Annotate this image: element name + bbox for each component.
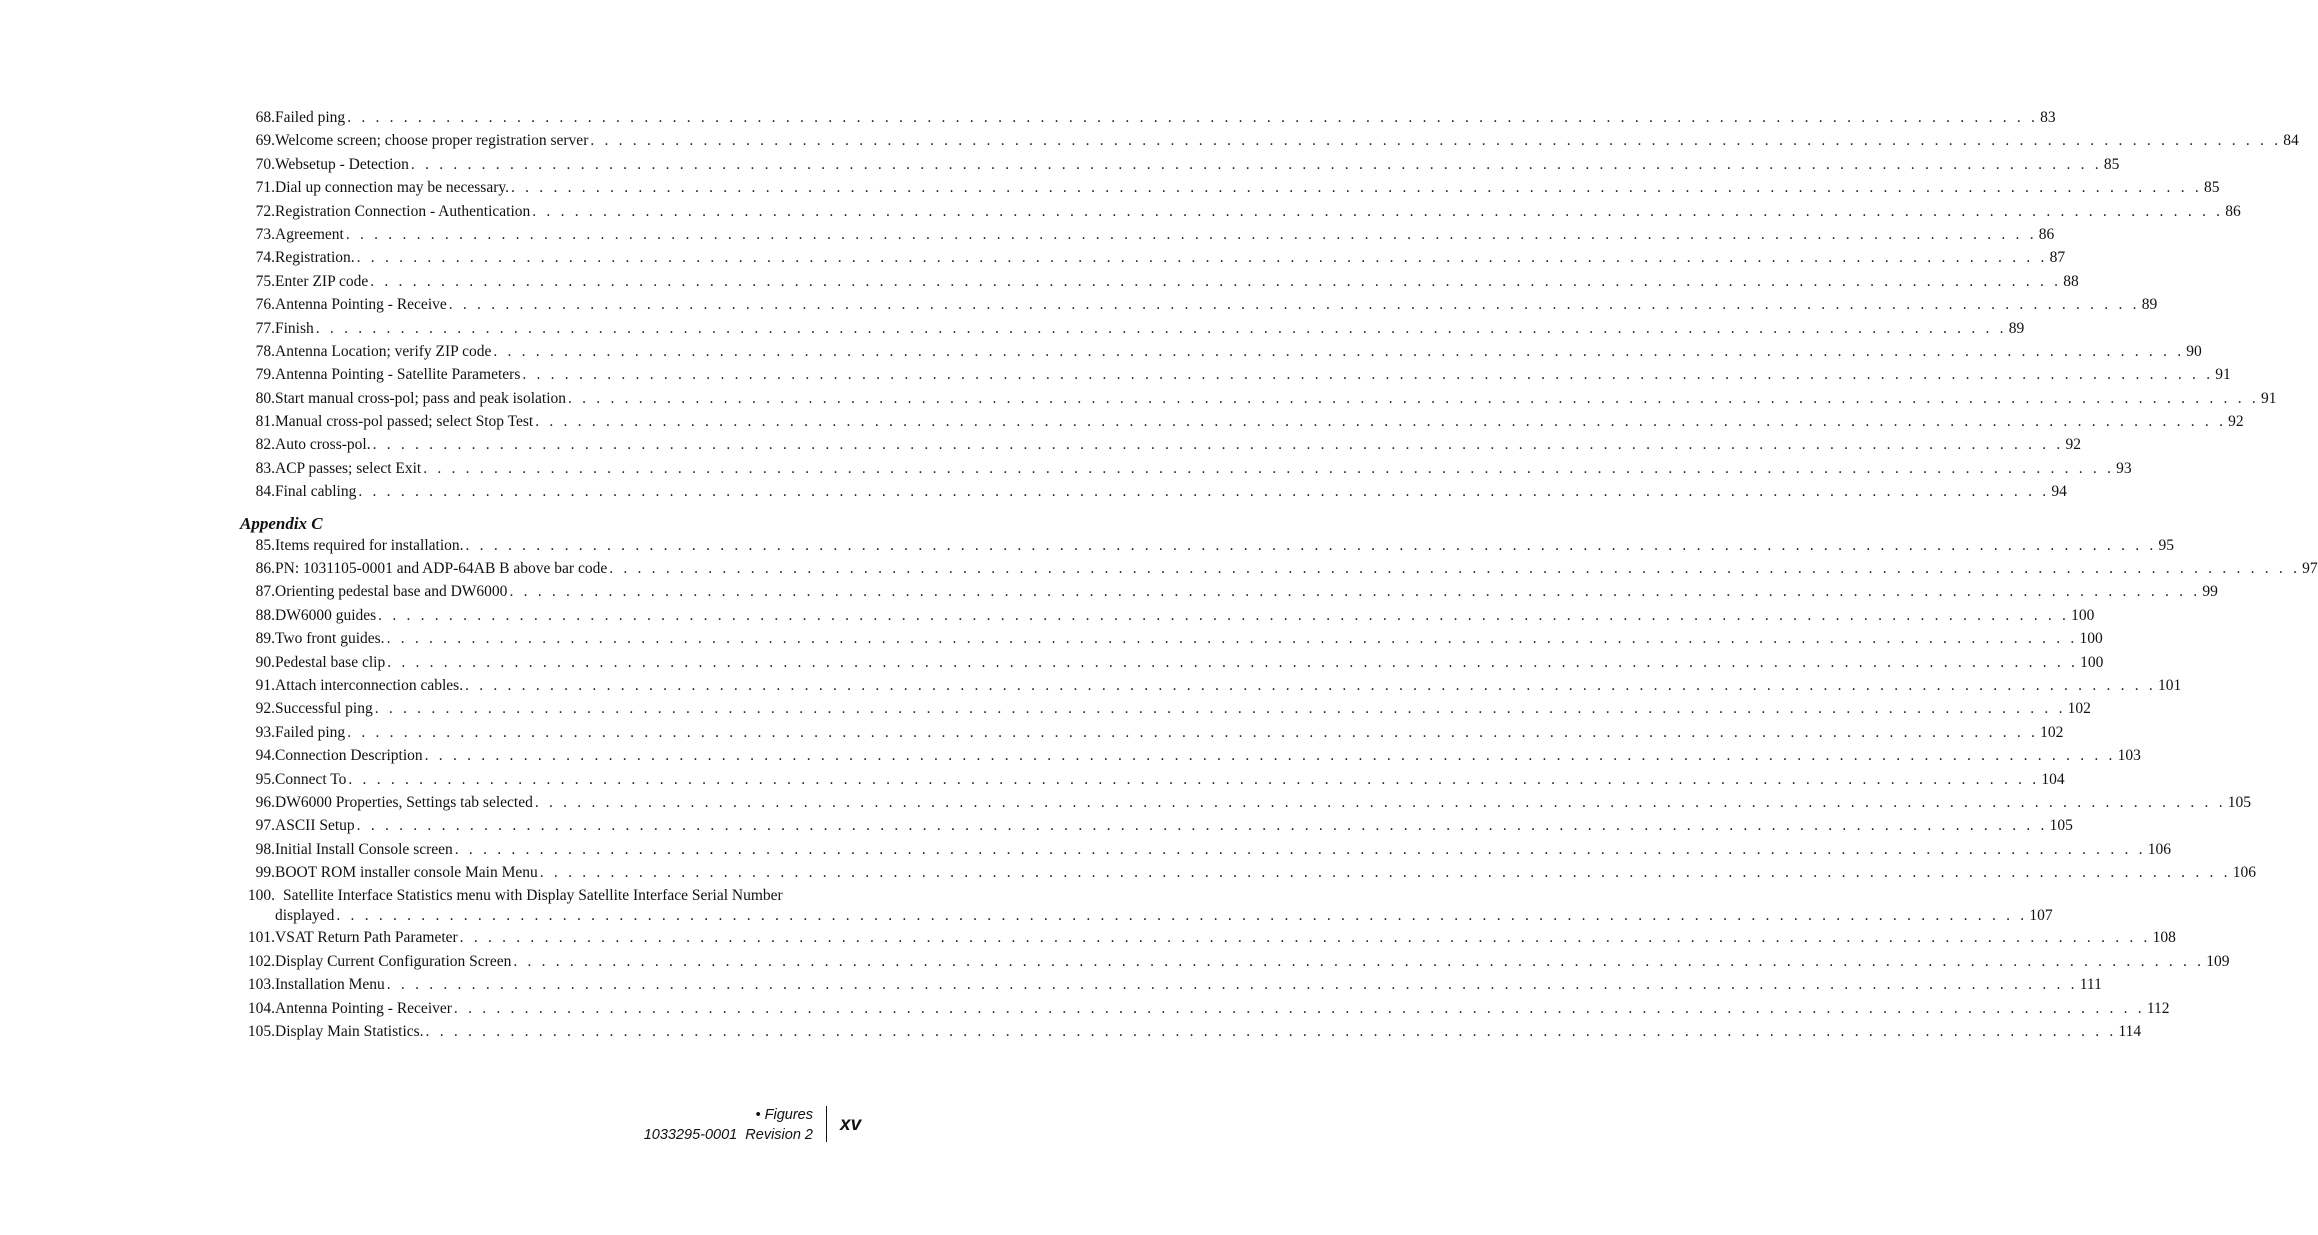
entry-page: 92	[2228, 413, 2244, 431]
entry-number: 74.	[255, 249, 275, 267]
entry-page: 91	[2260, 389, 2277, 407]
leader-dots: . . . . . . . . . . . . . . . . . . . . . . . . . . . . . . . . . . . . . . . . . . . . . . . . . . . . . . . . . . . . . . . . . . . . . . . . . . . . . . . . . . . . . . . . . . . . . . . . . . . . . . . . . . . . . . . . . . . . . . . .	[609, 560, 2301, 578]
entry-number: 101.	[247, 929, 275, 947]
entry-page: 102	[2040, 723, 2064, 741]
leader-dots: . . . . . . . . . . . . . . . . . . . . . . . . . . . . . . . . . . . . . . . . . . . . . . . . . . . . . . . . . . . . . . . . . . . . . . . . . . . . . . . . . . . . . . . . . . . . . . . . . . . . . . . . . . . . . . . . . . . . . . . .	[378, 606, 2070, 624]
toc-entry[interactable]	[240, 270, 2079, 293]
figures-group-b	[240, 534, 2318, 885]
entry-title: Installation Menu	[275, 976, 385, 994]
entry-page: 106	[2232, 864, 2256, 882]
entry-title: VSAT Return Path Parameter	[275, 929, 458, 947]
entry-page: 86	[2038, 225, 2055, 243]
toc-entry[interactable]	[240, 1020, 2142, 1043]
toc-entry[interactable]	[240, 480, 2067, 503]
entry-page: 86	[2225, 202, 2241, 220]
entry-title-line2: displayed	[275, 907, 335, 924]
leader-dots: . . . . . . . . . . . . . . . . . . . . . . . . . . . . . . . . . . . . . . . . . . . . . . . . . . . . . . . . . . . . . . . . . . . . . . . . . . . . . . . . . . . . . . . . . . . . . . . . . . . . . . . . . . . . . . . . . . . . . . . .	[347, 723, 2039, 741]
entry-title: Auto cross-pol.	[275, 436, 371, 454]
entry-page: 103	[2117, 747, 2141, 765]
leader-dots: . . . . . . . . . . . . . . . . . . . . . . . . . . . . . . . . . . . . . . . . . . . . . . . . . . . . . . . . . . . . . . . . . . . . . . . . . . . . . . . . . . . . . . . . . . . . . . . . . . . . . . . . . . . . . . . . . . . . . . . .	[356, 249, 2048, 267]
leader-dots: . . . . . . . . . . . . . . . . . . . . . . . . . . . . . . . . . . . . . . . . . . . . . . . . . . . . . . . . . . . . . . . . . . . . . . . . . . . . . . . . . . . . . . . . . . . . . . . . . . . . . . . . . . . . . . . . . . . . . . . .	[425, 1023, 2117, 1041]
leader-dots: . . . . . . . . . . . . . . . . . . . . . . . . . . . . . . . . . . . . . . . . . . . . . . . . . . . . . . . . . . . . . . . . . . . . . . . . . . . . . . . . . . . . . . . . . . . . . . . . . . . . . . . . . . . . . . . . . . . . . . . .	[386, 976, 2078, 994]
leader-dots: . . . . . . . . . . . . . . . . . . . . . . . . . . . . . . . . . . . . . . . . . . . . . . . . . . . . . . . . . . . . . . . . . . . . . . . . . . . . . . . . . . . . . . . . . . . . . . . . . . . . . . . . . . . . . . . . . . . . . . . .	[410, 155, 2102, 173]
leader-dots: . . . . . . . . . . . . . . . . . . . . . . . . . . . . . . . . . . . . . . . . . . . . . . . . . . . . . . . . . . . . . . . . . . . . . . . . . . . . . . . . . . . . . . . . . . . . . . . . . . . . . . . . . . . . . . . . . . . . . . . .	[347, 108, 2039, 126]
leader-dots: . . . . . . . . . . . . . . . . . . . . . . . . . . . . . . . . . . . . . . . . . . . . . . . . . . . . . . . . . . . . . . . . . . . . . . . . . . . . . . . . . . . . . . . . . . . . . . . . . . . . . . . . . . . . . . . . . . . . . . . .	[386, 630, 2078, 648]
entry-title-line1: Satellite Interface Statistics menu with Display Satellite Interface Serial Number	[283, 886, 783, 904]
entry-title: Failed ping	[275, 723, 346, 741]
entry-page: 114	[2118, 1023, 2142, 1041]
toc-entry[interactable]	[240, 317, 2025, 340]
entry-number: 93.	[255, 723, 275, 741]
entry-title: Pedestal base clip	[275, 653, 386, 671]
entry-page: 101	[2158, 676, 2182, 694]
entry-page: 111	[2079, 976, 2102, 994]
leader-dots: . . . . . . . . . . . . . . . . . . . . . . . . . . . . . . . . . . . . . . . . . . . . . . . . . . . . . . . . . . . . . . . . . . . . . . . . . . . . . . . . . . . . . . . . . . . . . . . . . . . . . . . . . . . . . . . . . . . . . . . .	[345, 225, 2037, 243]
entry-title: Antenna Location; verify ZIP code	[275, 342, 492, 360]
entry-page: 102	[2067, 700, 2091, 718]
leader-dots: . . . . . . . . . . . . . . . . . . . . . . . . . . . . . . . . . . . . . . . . . . . . . . . . . . . . . . . . . . . . . . . . . . . . . . . . . . . . . . . . . . . . . . . . . . . . . . . . . . . . . . . . . . . . . . . . . . . . . . . .	[568, 389, 2259, 407]
leader-dots: . . . . . . . . . . . . . . . . . . . . . . . . . . . . . . . . . . . . . . . . . . . . . . . . . . . . . . . . . . . . . . . . . . . . . . . . . . . . . . . . . . . . . . . . . . . . . . . . . . . . . . . . . . . . . . . . . . . . . . . .	[459, 929, 2151, 947]
entry-title: Registration Connection - Authentication	[275, 202, 531, 220]
leader-dots: . . . . . . . . . . . . . . . . . . . . . . . . . . . . . . . . . . . . . . . . . . . . . . . . . . . . . . . . . . . . . . . . . . . . . . . . . . . . . . . . . . . . . . . . . . . . . . . . . . . . . . . . . . . . . . . . . . . . . . . .	[454, 840, 2146, 858]
entry-number: 73.	[255, 225, 275, 243]
entry-title: Agreement	[275, 225, 344, 243]
footer-section: • Figures	[755, 1107, 813, 1123]
entry-title: Finish	[275, 319, 314, 337]
toc-entry[interactable]	[240, 363, 2231, 386]
entry-title: Manual cross-pol passed; select Stop Test	[275, 413, 534, 431]
leader-dots: . . . . . . . . . . . . . . . . . . . . . . . . . . . . . . . . . . . . . . . . . . . . . . . . . . . . . . . . . . . . . . . . . . . . . . . . . . . . . . . . . . . . . . . . . . . . . . . . . . . . . . . . . . . . . . . . . . . . . . . .	[372, 436, 2064, 454]
entry-number: 80.	[255, 389, 275, 407]
entry-number: 94.	[255, 747, 275, 765]
entry-title: Antenna Pointing - Satellite Parameters	[275, 366, 521, 384]
entry-number: 90.	[255, 653, 275, 671]
entry-title: Attach interconnection cables.	[275, 676, 464, 694]
figures-list	[240, 106, 2318, 1043]
entry-title: Enter ZIP code	[275, 272, 369, 290]
entry-title: Start manual cross-pol; pass and peak isolation	[275, 389, 566, 407]
entry-title: Registration.	[275, 249, 355, 267]
leader-dots: . . . . . . . . . . . . . . . . . . . . . . . . . . . . . . . . . . . . . . . . . . . . . . . . . . . . . . . . . . . . . . . . . . . . . . . . . . . . . . . . . . . . . . . . . . . . . . . . . . . . . . . . . . . . . . . . . . . . . . . .	[336, 907, 2028, 924]
entry-page: 108	[2152, 929, 2176, 947]
entry-title: Final cabling	[275, 483, 357, 501]
entry-number: 78.	[255, 342, 275, 360]
entry-number: 91.	[255, 676, 275, 694]
entry-number: 98.	[255, 840, 275, 858]
entry-title: Orienting pedestal base and DW6000	[275, 583, 508, 601]
entry-page: 89	[2008, 319, 2025, 337]
leader-dots: . . . . . . . . . . . . . . . . . . . . . . . . . . . . . . . . . . . . . . . . . . . . . . . . . . . . . . . . . . . . . . . . . . . . . . . . . . . . . . . . . . . . . . . . . . . . . . . . . . . . . . . . . . . . . . . . . . . . . . . .	[448, 296, 2140, 314]
leader-dots: . . . . . . . . . . . . . . . . . . . . . . . . . . . . . . . . . . . . . . . . . . . . . . . . . . . . . . . . . . . . . . . . . . . . . . . . . . . . . . . . . . . . . . . . . . . . . . . . . . . . . . . . . . . . . . . . . . . . . . . .	[424, 747, 2116, 765]
entry-number: 87.	[255, 583, 275, 601]
leader-dots: . . . . . . . . . . . . . . . . . . . . . . . . . . . . . . . . . . . . . . . . . . . . . . . . . . . . . . . . . . . . . . . . . . . . . . . . . . . . . . . . . . . . . . . . . . . . . . . . . . . . . . . . . . . . . . . . . . . . . . . .	[493, 342, 2185, 360]
entry-page: 104	[2041, 770, 2065, 788]
figures-group-c	[240, 927, 2230, 1044]
leader-dots: . . . . . . . . . . . . . . . . . . . . . . . . . . . . . . . . . . . . . . . . . . . . . . . . . . . . . . . . . . . . . . . . . . . . . . . . . . . . . . . . . . . . . . . . . . . . . . . . . . . . . . . . . . . . . . . . . . . . . . . .	[511, 179, 2202, 197]
entry-title: DW6000 Properties, Settings tab selected	[275, 793, 533, 811]
entry-number: 89.	[255, 630, 275, 648]
entry-page: 88	[2063, 272, 2079, 290]
entry-title: DW6000 guides	[275, 606, 377, 624]
entry-title: Failed ping	[275, 108, 346, 126]
entry-page: 85	[2203, 179, 2220, 197]
toc-entry-100[interactable]	[240, 885, 2053, 927]
footer-divider	[826, 1106, 827, 1142]
entry-number: 102.	[247, 952, 275, 970]
toc-entry[interactable]	[240, 927, 2176, 950]
toc-entry[interactable]	[240, 973, 2102, 996]
entry-number: 76.	[255, 296, 275, 314]
leader-dots: . . . . . . . . . . . . . . . . . . . . . . . . . . . . . . . . . . . . . . . . . . . . . . . . . . . . . . . . . . . . . . . . . . . . . . . . . . . . . . . . . . . . . . . . . . . . . . . . . . . . . . . . . . . . . . . . . . . . . . . .	[590, 132, 2282, 150]
entry-title: Items required for installation.	[275, 536, 464, 554]
leader-dots: . . . . . . . . . . . . . . . . . . . . . . . . . . . . . . . . . . . . . . . . . . . . . . . . . . . . . . . . . . . . . . . . . . . . . . . . . . . . . . . . . . . . . . . . . . . . . . . . . . . . . . . . . . . . . . . . . . . . . . . .	[534, 793, 2226, 811]
entry-number: 68.	[255, 108, 275, 126]
entry-number: 84.	[255, 483, 275, 501]
entry-page: 105	[2049, 817, 2073, 835]
leader-dots: . . . . . . . . . . . . . . . . . . . . . . . . . . . . . . . . . . . . . . . . . . . . . . . . . . . . . . . . . . . . . . . . . . . . . . . . . . . . . . . . . . . . . . . . . . . . . . . . . . . . . . . . . . . . . . . . . . . . . . . .	[535, 413, 2227, 431]
entry-page: 91	[2215, 366, 2231, 384]
page-footer	[560, 1105, 813, 1145]
toc-entry[interactable]	[240, 814, 2073, 837]
page-number: xv	[840, 1114, 862, 1135]
leader-dots: . . . . . . . . . . . . . . . . . . . . . . . . . . . . . . . . . . . . . . . . . . . . . . . . . . . . . . . . . . . . . . . . . . . . . . . . . . . . . . . . . . . . . . . . . . . . . . . . . . . . . . . . . . . . . . . . . . . . . . . .	[465, 536, 2157, 554]
leader-dots: . . . . . . . . . . . . . . . . . . . . . . . . . . . . . . . . . . . . . . . . . . . . . . . . . . . . . . . . . . . . . . . . . . . . . . . . . . . . . . . . . . . . . . . . . . . . . . . . . . . . . . . . . . . . . . . . . . . . . . . .	[539, 864, 2231, 882]
toc-entry[interactable]	[240, 861, 2256, 884]
toc-entry[interactable]	[240, 950, 2230, 973]
entry-page: 92	[2065, 436, 2082, 454]
toc-entry[interactable]	[240, 534, 2174, 557]
entry-page: 90	[2186, 342, 2202, 360]
entry-page: 97	[2302, 560, 2318, 578]
entry-page: 105	[2227, 793, 2252, 811]
leader-dots: . . . . . . . . . . . . . . . . . . . . . . . . . . . . . . . . . . . . . . . . . . . . . . . . . . . . . . . . . . . . . . . . . . . . . . . . . . . . . . . . . . . . . . . . . . . . . . . . . . . . . . . . . . . . . . . . . . . . . . . .	[387, 653, 2079, 671]
toc-entry[interactable]	[240, 674, 2182, 697]
entry-number: 77.	[255, 319, 275, 337]
toc-entry[interactable]	[240, 697, 2091, 720]
leader-dots: . . . . . . . . . . . . . . . . . . . . . . . . . . . . . . . . . . . . . . . . . . . . . . . . . . . . . . . . . . . . . . . . . . . . . . . . . . . . . . . . . . . . . . . . . . . . . . . . . . . . . . . . . . . . . . . . . . . . . . . .	[465, 676, 2157, 694]
toc-entry[interactable]	[240, 246, 2066, 269]
entry-page: 100	[2079, 630, 2103, 648]
leader-dots: . . . . . . . . . . . . . . . . . . . . . . . . . . . . . . . . . . . . . . . . . . . . . . . . . . . . . . . . . . . . . . . . . . . . . . . . . . . . . . . . . . . . . . . . . . . . . . . . . . . . . . . . . . . . . . . . . . . . . . . .	[522, 366, 2214, 384]
entry-title: Two front guides.	[275, 630, 385, 648]
entry-number: 96.	[255, 793, 275, 811]
leader-dots: . . . . . . . . . . . . . . . . . . . . . . . . . . . . . . . . . . . . . . . . . . . . . . . . . . . . . . . . . . . . . . . . . . . . . . . . . . . . . . . . . . . . . . . . . . . . . . . . . . . . . . . . . . . . . . . . . . . . . . . .	[513, 952, 2205, 970]
entry-number: 103.	[247, 976, 275, 994]
entry-number: 100.	[247, 886, 275, 904]
toc-entry[interactable]	[240, 176, 2220, 199]
toc-entry[interactable]	[240, 580, 2218, 603]
entry-page: 89	[2141, 296, 2158, 314]
entry-number: 105.	[247, 1023, 275, 1041]
leader-dots: . . . . . . . . . . . . . . . . . . . . . . . . . . . . . . . . . . . . . . . . . . . . . . . . . . . . . . . . . . . . . . . . . . . . . . . . . . . . . . . . . . . . . . . . . . . . . . . . . . . . . . . . . . . . . . . . . . . . . . . .	[374, 700, 2066, 718]
entry-number: 83.	[255, 459, 275, 477]
toc-entry[interactable]	[240, 340, 2202, 363]
toc-entry[interactable]	[240, 557, 2318, 580]
entry-number: 82.	[255, 436, 275, 454]
toc-entry[interactable]	[240, 604, 2095, 627]
toc-entry[interactable]	[240, 457, 2132, 480]
toc-entry[interactable]	[240, 791, 2252, 814]
toc-entry[interactable]	[240, 223, 2055, 246]
entry-number: 95.	[255, 770, 275, 788]
entry-page: 83	[2040, 108, 2056, 126]
entry-page: 84	[2283, 132, 2299, 150]
entry-title: BOOT ROM installer console Main Menu	[275, 864, 538, 882]
entry-page: 100	[2071, 606, 2095, 624]
leader-dots: . . . . . . . . . . . . . . . . . . . . . . . . . . . . . . . . . . . . . . . . . . . . . . . . . . . . . . . . . . . . . . . . . . . . . . . . . . . . . . . . . . . . . . . . . . . . . . . . . . . . . . . . . . . . . . . . . . . . . . . .	[423, 459, 2115, 477]
entry-number: 71.	[255, 179, 275, 197]
entry-title: Welcome screen; choose proper registration server	[275, 132, 589, 150]
entry-number: 97.	[255, 817, 275, 835]
toc-entry[interactable]	[240, 721, 2064, 744]
entry-page: 109	[2206, 952, 2230, 970]
entry-number: 75.	[255, 272, 275, 290]
toc-entry[interactable]	[240, 153, 2120, 176]
toc-entry[interactable]	[240, 433, 2082, 456]
leader-dots: . . . . . . . . . . . . . . . . . . . . . . . . . . . . . . . . . . . . . . . . . . . . . . . . . . . . . . . . . . . . . . . . . . . . . . . . . . . . . . . . . . . . . . . . . . . . . . . . . . . . . . . . . . . . . . . . . . . . . . . .	[315, 319, 2007, 337]
toc-entry[interactable]	[240, 627, 2103, 650]
entry-title: Display Main Statistics.	[275, 1023, 424, 1041]
entry-number: 69.	[255, 132, 275, 150]
entry-title: Websetup - Detection	[275, 155, 409, 173]
leader-dots: . . . . . . . . . . . . . . . . . . . . . . . . . . . . . . . . . . . . . . . . . . . . . . . . . . . . . . . . . . . . . . . . . . . . . . . . . . . . . . . . . . . . . . . . . . . . . . . . . . . . . . . . . . . . . . . . . . . . . . . .	[356, 817, 2048, 835]
entry-title: ACP passes; select Exit	[275, 459, 422, 477]
toc-entry[interactable]	[240, 997, 2170, 1020]
entry-number: 72.	[255, 202, 275, 220]
entry-number: 92.	[255, 700, 275, 718]
entry-number: 70.	[255, 155, 275, 173]
toc-entry[interactable]	[240, 410, 2244, 433]
entry-number: 79.	[255, 366, 275, 384]
toc-entry[interactable]	[240, 651, 2104, 674]
entry-page: 107	[2029, 907, 2053, 924]
toc-entry[interactable]	[240, 106, 2056, 129]
entry-number: 104.	[247, 999, 275, 1017]
toc-entry[interactable]	[240, 293, 2158, 316]
entry-title: ASCII Setup	[275, 817, 355, 835]
entry-page: 106	[2147, 840, 2171, 858]
entry-title: Dial up connection may be necessary.	[275, 179, 509, 197]
entry-title: PN: 1031105-0001 and ADP-64AB B above bar code	[275, 560, 608, 578]
entry-title: Connection Description	[275, 747, 423, 765]
entry-number: 88.	[255, 606, 275, 624]
leader-dots: . . . . . . . . . . . . . . . . . . . . . . . . . . . . . . . . . . . . . . . . . . . . . . . . . . . . . . . . . . . . . . . . . . . . . . . . . . . . . . . . . . . . . . . . . . . . . . . . . . . . . . . . . . . . . . . . . . . . . . . .	[348, 770, 2040, 788]
entry-page: 112	[2146, 999, 2170, 1017]
entry-number: 99.	[255, 864, 275, 882]
toc-entry[interactable]	[240, 744, 2141, 767]
entry-page: 100	[2080, 653, 2104, 671]
toc-entry[interactable]	[240, 200, 2241, 223]
entry-number: 85.	[255, 536, 275, 554]
entry-page: 94	[2051, 483, 2067, 501]
entry-title: Antenna Pointing - Receive	[275, 296, 447, 314]
figures-group-a	[240, 106, 2299, 504]
leader-dots: . . . . . . . . . . . . . . . . . . . . . . . . . . . . . . . . . . . . . . . . . . . . . . . . . . . . . . . . . . . . . . . . . . . . . . . . . . . . . . . . . . . . . . . . . . . . . . . . . . . . . . . . . . . . . . . . . . . . . . . .	[509, 583, 2201, 601]
leader-dots: . . . . . . . . . . . . . . . . . . . . . . . . . . . . . . . . . . . . . . . . . . . . . . . . . . . . . . . . . . . . . . . . . . . . . . . . . . . . . . . . . . . . . . . . . . . . . . . . . . . . . . . . . . . . . . . . . . . . . . . .	[453, 999, 2145, 1017]
entry-number: 81.	[255, 413, 275, 431]
leader-dots: . . . . . . . . . . . . . . . . . . . . . . . . . . . . . . . . . . . . . . . . . . . . . . . . . . . . . . . . . . . . . . . . . . . . . . . . . . . . . . . . . . . . . . . . . . . . . . . . . . . . . . . . . . . . . . . . . . . . . . . .	[532, 202, 2224, 220]
entry-title: Successful ping	[275, 700, 373, 718]
entry-title: Display Current Configuration Screen	[275, 952, 512, 970]
entry-page: 99	[2202, 583, 2218, 601]
leader-dots: . . . . . . . . . . . . . . . . . . . . . . . . . . . . . . . . . . . . . . . . . . . . . . . . . . . . . . . . . . . . . . . . . . . . . . . . . . . . . . . . . . . . . . . . . . . . . . . . . . . . . . . . . . . . . . . . . . . . . . . .	[370, 272, 2062, 290]
entry-title: Antenna Pointing - Receiver	[275, 999, 452, 1017]
entry-title: Initial Install Console screen	[275, 840, 453, 858]
toc-entry[interactable]	[240, 387, 2277, 410]
entry-page: 95	[2158, 536, 2174, 554]
entry-number: 86.	[255, 560, 275, 578]
toc-entry[interactable]	[240, 768, 2065, 791]
leader-dots: . . . . . . . . . . . . . . . . . . . . . . . . . . . . . . . . . . . . . . . . . . . . . . . . . . . . . . . . . . . . . . . . . . . . . . . . . . . . . . . . . . . . . . . . . . . . . . . . . . . . . . . . . . . . . . . . . . . . . . . .	[358, 483, 2050, 501]
entry-page: 87	[2049, 249, 2066, 267]
entry-page: 85	[2103, 155, 2120, 173]
footer-doc-id: 1033295-0001 Revision 2	[643, 1127, 813, 1143]
toc-entry[interactable]	[240, 838, 2171, 861]
toc-entry[interactable]	[240, 129, 2299, 152]
entry-title: Connect To	[275, 770, 347, 788]
appendix-heading: Appendix C	[240, 513, 323, 533]
entry-page: 93	[2116, 459, 2132, 477]
